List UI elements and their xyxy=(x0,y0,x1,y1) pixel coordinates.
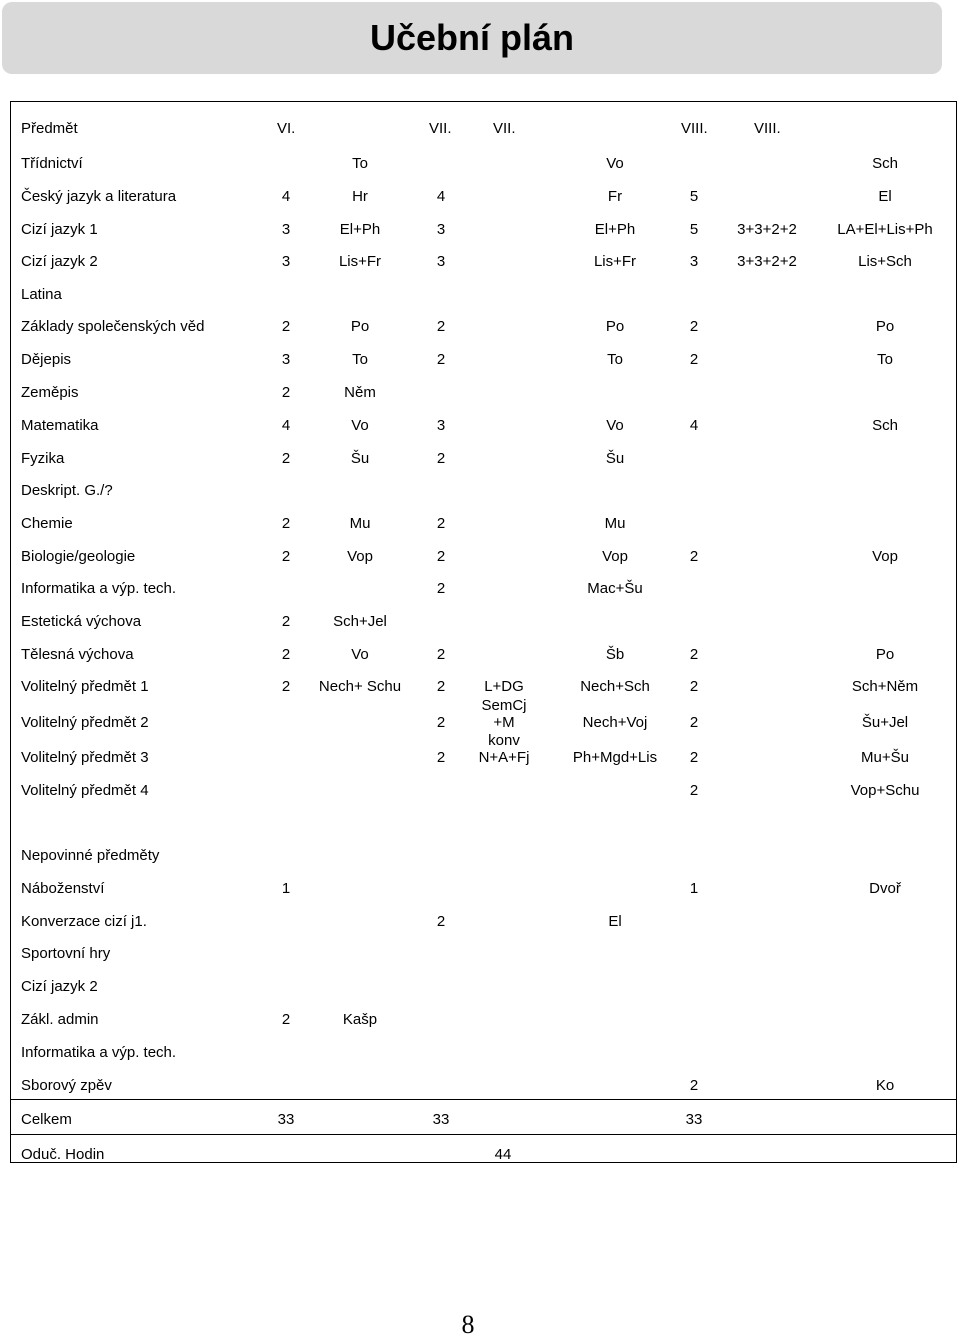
optional-row-h6: 1 xyxy=(281,880,291,897)
curriculum-table xyxy=(10,101,957,1163)
table-row-subject: Český jazyk a literatura xyxy=(21,188,177,205)
table-row-t8: Po xyxy=(875,318,895,335)
table-row-h7: 2 xyxy=(436,351,446,368)
table-row-t7: Vop xyxy=(602,548,628,565)
table-row-h7: 2 xyxy=(436,318,446,335)
table-row-h8: 2 xyxy=(689,318,699,335)
table-row-s8: 3+3+2+2 xyxy=(737,221,797,238)
table-row-subject: Deskript. G./? xyxy=(21,482,113,499)
table-row-h8: 5 xyxy=(689,188,699,205)
table-row-subject: Základy společenských věd xyxy=(21,318,205,335)
table-row-h6: 2 xyxy=(281,384,291,401)
header-grade-8b: VIII. xyxy=(754,120,781,137)
table-row-subject: Zeměpis xyxy=(21,384,79,401)
table-row-t6: Mu xyxy=(349,515,371,532)
table-row-t7: To xyxy=(607,351,623,368)
table-row-h6: 3 xyxy=(281,221,291,238)
optional-row-subject: Nepovinné předměty xyxy=(21,847,160,864)
totals-grade-6: 33 xyxy=(277,1111,295,1128)
table-row-t6: To xyxy=(352,155,368,172)
table-row-t7: Mu xyxy=(604,515,626,532)
table-row-h6: 2 xyxy=(281,678,291,695)
page-number: 8 xyxy=(461,1310,475,1339)
optional-row-h7: 2 xyxy=(436,913,446,930)
table-row-h7: 2 xyxy=(436,580,446,597)
table-row-h6: 3 xyxy=(281,351,291,368)
table-row-t7a: L+DG xyxy=(484,678,524,695)
optional-row-subject: Zákl. admin xyxy=(21,1011,99,1028)
table-row-subject: Volitelný předmět 1 xyxy=(21,678,149,695)
optional-row-t7: El xyxy=(608,913,622,930)
table-row-h7: 2 xyxy=(436,548,446,565)
totals-grade-7: 33 xyxy=(432,1111,450,1128)
title-bar xyxy=(2,2,942,74)
table-row-t6: Nech+ Schu xyxy=(318,678,402,695)
page-title: Učební plán xyxy=(369,17,575,58)
table-row-t7: El+Ph xyxy=(594,221,636,238)
teacher-hours-label: Oduč. Hodin xyxy=(21,1146,105,1163)
optional-row-t8: Ko xyxy=(875,1077,895,1094)
table-row-h8: 2 xyxy=(689,749,699,766)
table-row-h6: 2 xyxy=(281,646,291,663)
table-row-t6: Vo xyxy=(351,646,369,663)
table-row-t7: Mac+Šu xyxy=(587,580,643,597)
table-row-t8: Sch xyxy=(872,155,898,172)
table-row-t8: Sch xyxy=(872,417,898,434)
table-row-h7: 2 xyxy=(436,450,446,467)
table-row-subject: Volitelný předmět 3 xyxy=(21,749,149,766)
table-row-h7: 2 xyxy=(436,515,446,532)
table-row-h7: 3 xyxy=(436,253,446,270)
table-row-t8: Vop xyxy=(872,548,898,565)
table-row-subject: Chemie xyxy=(21,515,73,532)
extra-label-semcj: SemCj xyxy=(481,697,527,714)
table-row-subject: Volitelný předmět 2 xyxy=(21,714,149,731)
optional-row-t8: Dvoř xyxy=(869,880,901,897)
table-row-h8: 3 xyxy=(689,253,699,270)
table-row-t8: El xyxy=(878,188,892,205)
table-row-h8: 2 xyxy=(689,646,699,663)
header-grade-6: VI. xyxy=(277,120,296,137)
header-grade-7: VII. xyxy=(429,120,452,137)
table-row-t6: Šu xyxy=(350,450,370,467)
table-row-t7: Ph+Mgd+Lis xyxy=(572,749,658,766)
table-row-t6: To xyxy=(352,351,368,368)
table-row-h6: 2 xyxy=(281,613,291,630)
table-row-h8: 2 xyxy=(689,782,699,799)
table-row-h7: 2 xyxy=(436,646,446,663)
table-row-t6: Lis+Fr xyxy=(338,253,382,270)
table-row-subject: Biologie/geologie xyxy=(21,548,136,565)
table-row-t7: Fr xyxy=(607,188,623,205)
header-grade-8: VIII. xyxy=(681,120,708,137)
table-row-t6: Něm xyxy=(344,384,376,401)
table-row-t8: Lis+Sch xyxy=(858,253,912,270)
table-row-h6: 2 xyxy=(281,450,291,467)
table-row-subject: Dějepis xyxy=(21,351,72,368)
table-row-t7: Lis+Fr xyxy=(593,253,637,270)
table-row-subject: Cizí jazyk 2 xyxy=(21,253,98,270)
table-row-t8: To xyxy=(877,351,893,368)
table-row-subject: Volitelný předmět 4 xyxy=(21,782,149,799)
table-row-t7a: N+A+Fj xyxy=(478,749,530,766)
optional-row-subject: Náboženství xyxy=(21,880,105,897)
table-row-subject: Fyzika xyxy=(21,450,65,467)
table-row-t8: Po xyxy=(875,646,895,663)
table-row-subject: Tělesná výchova xyxy=(21,646,134,663)
table-row-h8: 2 xyxy=(689,351,699,368)
table-row-t8: Šu+Jel xyxy=(861,714,909,731)
table-row-h8: 2 xyxy=(689,548,699,565)
teacher-hours-value: 44 xyxy=(494,1146,512,1163)
table-row-h7: 3 xyxy=(436,221,446,238)
optional-row-h8: 1 xyxy=(689,880,699,897)
table-row-t8: Mu+Šu xyxy=(861,749,909,766)
table-row-t8: Vop+Schu xyxy=(850,782,920,799)
table-row-t6: Hr xyxy=(352,188,368,205)
optional-row-h6: 2 xyxy=(281,1011,291,1028)
table-row-subject: Estetická výchova xyxy=(21,613,142,630)
table-row-subject: Třídnictví xyxy=(21,155,83,172)
table-row-t6: Vop xyxy=(347,548,373,565)
extra-label-konv: konv xyxy=(488,732,520,749)
table-row-h8: 2 xyxy=(689,678,699,695)
table-row-subject: Cizí jazyk 1 xyxy=(21,221,98,238)
totals-label: Celkem xyxy=(21,1111,72,1128)
table-row-subject: Informatika a výp. tech. xyxy=(21,580,177,597)
table-row-h6: 2 xyxy=(281,515,291,532)
table-row-subject: Matematika xyxy=(21,417,99,434)
table-row-t7: Šb xyxy=(605,646,625,663)
header-subject: Předmět xyxy=(21,120,78,137)
header-grade-7b: VII. xyxy=(493,120,516,137)
totals-grade-8: 33 xyxy=(685,1111,703,1128)
table-row-s8: 3+3+2+2 xyxy=(737,253,797,270)
optional-row-subject: Sportovní hry xyxy=(21,945,111,962)
table-row-t7: Nech+Sch xyxy=(580,678,650,695)
table-row-t6: El+Ph xyxy=(339,221,381,238)
table-row-h6: 4 xyxy=(281,417,291,434)
table-row-h6: 2 xyxy=(281,548,291,565)
table-row-h7: 2 xyxy=(436,749,446,766)
table-row-h7: 4 xyxy=(436,188,446,205)
table-row-t7a: +M xyxy=(493,714,515,731)
table-row-h8: 4 xyxy=(689,417,699,434)
table-row-h8: 5 xyxy=(689,221,699,238)
table-row-h7: 2 xyxy=(436,678,446,695)
optional-row-h8: 2 xyxy=(689,1077,699,1094)
table-row-h6: 4 xyxy=(281,188,291,205)
table-row-t8: LA+El+Lis+Ph xyxy=(837,221,933,238)
optional-row-subject: Sborový zpěv xyxy=(21,1077,112,1094)
table-row-h8: 2 xyxy=(689,714,699,731)
table-row-t6: Vo xyxy=(351,417,369,434)
optional-row-subject: Cizí jazyk 2 xyxy=(21,978,98,995)
optional-row-t6: Kašp xyxy=(342,1011,378,1028)
table-row-subject: Latina xyxy=(21,286,62,303)
table-row-t6: Sch+Jel xyxy=(333,613,387,630)
optional-row-subject: Informatika a výp. tech. xyxy=(21,1044,177,1061)
table-row-h6: 3 xyxy=(281,253,291,270)
totals-divider xyxy=(10,1099,957,1100)
table-row-t7: Vo xyxy=(606,417,624,434)
table-row-h7: 2 xyxy=(436,714,446,731)
table-row-h6: 2 xyxy=(281,318,291,335)
table-row-t8: Sch+Něm xyxy=(851,678,919,695)
table-row-h7: 3 xyxy=(436,417,446,434)
table-row-t7: Šu xyxy=(605,450,625,467)
table-row-t7: Nech+Voj xyxy=(582,714,648,731)
table-row-t7: Po xyxy=(605,318,625,335)
table-row-t6: Po xyxy=(350,318,370,335)
hours-divider xyxy=(10,1134,957,1135)
optional-row-subject: Konverzace cizí j1. xyxy=(21,913,147,930)
table-row-t7: Vo xyxy=(606,155,624,172)
